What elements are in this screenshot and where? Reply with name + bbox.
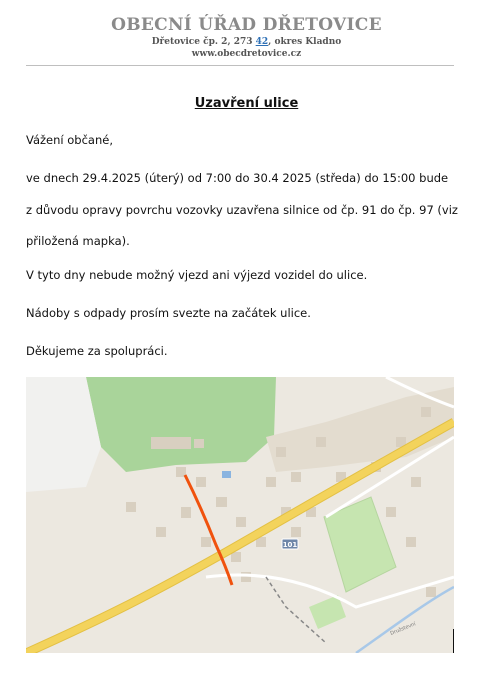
greeting: Vážení občané, <box>26 133 113 147</box>
map-drawing <box>26 377 454 653</box>
address-end: , okres Kladno <box>268 37 342 47</box>
forest-area <box>86 377 276 472</box>
notice-para-2: V tyto dny nebude možný vjezd ani výjezd vozidel do ulice. <box>26 268 368 282</box>
header-divider <box>26 65 454 66</box>
road-shield-label: 101 <box>282 541 298 549</box>
notice-line-2: z důvodu opravy povrchu vozovky uzavřena silnice od čp. 91 do čp. 97 (viz <box>26 203 458 217</box>
office-name: OBECNÍ ÚŘAD DŘETOVICE <box>111 15 382 35</box>
notice-para-3: Nádoby s odpady prosím svezte na začátek ulice. <box>26 306 311 320</box>
letterhead <box>0 14 493 60</box>
notice-line-1: ve dnech 29.4.2025 (úterý) od 7:00 do 30.4 2025 (středa) do 15:00 bude <box>26 171 449 185</box>
notice-title: Uzavření ulice <box>194 96 299 111</box>
pond <box>222 471 231 478</box>
address-start: Dřetovice čp. 2, 273 <box>151 37 253 47</box>
office-website: www.obecdretovice.cz <box>191 49 302 59</box>
closure-map <box>26 377 454 653</box>
map-edge-mark <box>453 629 454 653</box>
thanks-line: Děkujeme za spolupráci. <box>26 344 168 358</box>
street-name-label: Družstevní <box>389 621 417 637</box>
address-postcode-link[interactable]: 42 <box>255 37 269 47</box>
notice-line-3: přiložená mapka). <box>26 234 130 248</box>
office-address <box>0 36 493 48</box>
